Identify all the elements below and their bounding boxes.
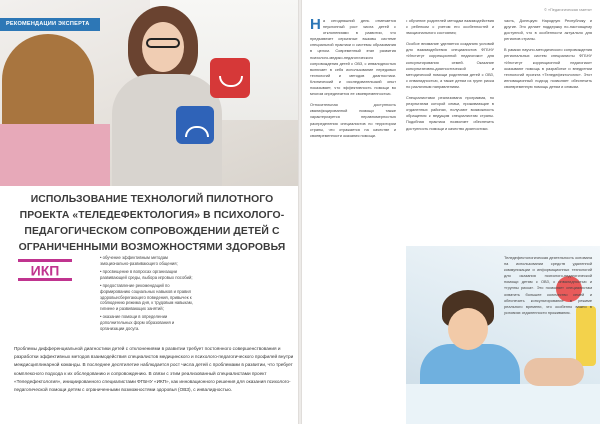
bullet-list <box>100 255 196 334</box>
paragraph: часть, Донецкую Народную Республику и другие. Это делает поддержку по-настоящему доступной, что в особенности актуально для регионов страны. <box>504 18 592 42</box>
lead-paragraph: Проблемы дифференциальной диагностики детей с отклонениями в развитии требует постоянного совершенствования и разработки эффективных методов взаимодействия специалистов медицинского и психолого-педагогического профилей внутри междисциплинарной команды. В последнее десятилетие наблюдается рост числа детей с проблемами в развитии, что требует комплексного подхода к их обследованию и сопровождению. В связи с этим реализованный специалистами проект «Теледефектология», инициированного специалистами ФГБНУ «ИКП», как инновационного решения для оказания психолого-педагогической помощи детям с ограниченными возможностями здоровья (ОВЗ), с инвалидностью. <box>14 346 294 393</box>
right-page <box>302 0 600 424</box>
smile-face-card-icon <box>176 106 214 144</box>
text-column-3 <box>504 18 592 95</box>
paragraph <box>310 18 396 97</box>
text-column-2 <box>406 18 494 137</box>
paragraph: Особое внимание уделяется созданию условий для взаимодействия специалистов ФГБНУ «Институт коррекционной педагогики» для консультирования семей. Оказание консультативно-диагностической и методической помощи родителям детей с ОВЗ, с инвалидностью, а также детям из групп риска по различным направлениям. <box>406 41 494 89</box>
article-title: ИСПОЛЬЗОВАНИЕ ТЕХНОЛОГИЙ ПИЛОТНОГО ПРОЕКТА «ТЕЛЕДЕФЕКТОЛОГИЯ» В ПСИХОЛОГО-ПЕДАГОГИЧЕСКОМ СОПРОВОЖДЕНИИ ДЕТЕЙ С ОГРАНИЧЕННЫМИ ВОЗМОЖНОСТЯМИ ЗДОРОВЬЯ <box>18 194 286 253</box>
bullet-item: • просвещение в вопросах организации развивающей среды, выбора игровых пособий; <box>100 269 193 280</box>
photo-child-shirt <box>0 124 110 186</box>
text-column-3-lower <box>504 255 592 321</box>
photo-table <box>406 384 600 424</box>
paragraph: Относительная доступность квалифицированной помощи также характеризуется неравномерностью распределения специалистов по территории страны, что отражается на качестве и своевременности оказания помощи. <box>310 102 396 138</box>
drop-cap: Н <box>310 16 321 33</box>
photo-glasses <box>146 38 180 48</box>
paragraph: В рамках научно-методического сопровождения региональных систем специалисты ФГБНУ «Институт коррекционной педагогики» оказывают помощь в разработке и внедрении технологий проекта «Теледефектология». Этот инновационный подход позволяет обеспечить своевременную помощь детям и семьям. <box>504 47 592 89</box>
ikp-logo <box>16 255 74 285</box>
bullet-item: • оказание помощи в определении дополнительных форм образования и организации досуга. <box>100 314 175 331</box>
left-page <box>0 0 298 424</box>
photo-adult-hand <box>524 358 584 386</box>
paragraph-text: а сегодняшний день отмечается неуклонный рост числа детей с отклонениями в развитии, что предъявляет серьезные вызовы системе специальной практики и системы образования в целом. Современный этап развития психолого-медико-педагогического сопровождения детей с ОВЗ, с инвалидностью включает в себя использование передовых технологий и методов диагностики. Клинический и исследовательский опыт показывает, что эффективность помощи во многом определяется ее своевременностью. <box>310 18 396 97</box>
paragraph: • обучение родителей методам взаимодействия с ребенком с учетом его особенностей и эмоционального состояния; <box>406 18 494 36</box>
text-column-1 <box>310 18 396 144</box>
paragraph: Теледефектологическая деятельность основана на использовании средств удаленной коммуникации и информационных технологий для оказания психолого-педагогической помощи детям с ОВЗ, с инвалидностью и «группы риска». Это позволяет специалистам охватить большее количество семей и обеспечить консультирование в режиме реального времени, что особенно важно в условиях отдаленности проживания. <box>504 255 592 315</box>
bullet-item: • предоставление рекомендаций по формированию социальных навыков и правил здоровьесберегающего поведения, привычек к соблюдению режима дня, к трудовым навыкам, гигиене и развивающих занятий; <box>100 283 193 311</box>
photo-boy-face <box>448 308 488 350</box>
sad-face-card-icon <box>210 58 250 98</box>
section-label: РЕКОМЕНДАЦИИ ЭКСПЕРТА <box>0 18 100 31</box>
running-head: © «Педагогическая газета» <box>544 8 592 12</box>
logo-text: ИКП <box>30 262 60 279</box>
bullet-item: • обучение эффективным методам эмоционально-развивающего общения; <box>100 255 178 266</box>
paragraph: Специалистами реализована программа, по результатам которой семьи, проживающие в отдаленных районах, получают возможность обращения к ведущим специалистам страны. Подобная практика позволяет обеспечить доступность помощи и качество диагностики. <box>406 95 494 131</box>
